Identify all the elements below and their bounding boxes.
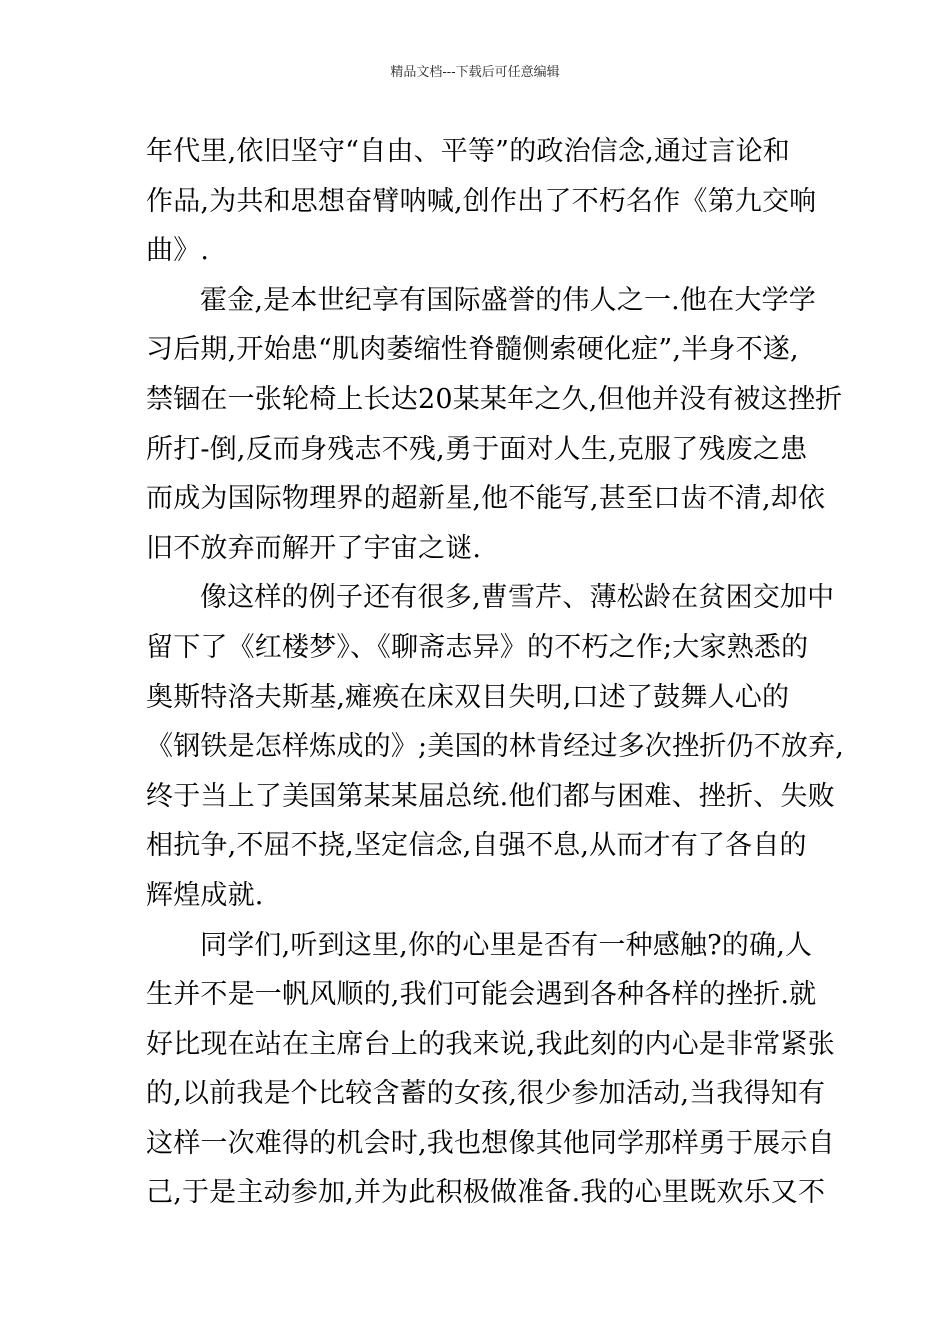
text-line: 旧不放弃而解开了宇宙之谜. [146,532,482,564]
text-line: 己,于是主动参加,并为此积极做准备.我的心里既欢乐又不 [146,1177,826,1209]
text-line: 留下了《红楼梦》、《聊斋志异》的不朽之作;大家熟悉的 [146,631,809,663]
paragraph-start-line: 霍金,是本世纪享有国际盛誉的伟人之一.他在大学学 [200,284,816,316]
text-line: 所打-倒,反而身残志不残,勇于面对人生,克服了残废之患 [146,433,808,465]
text-line: 作品,为共和思想奋臂呐喊,创作出了不朽名作《第九交响 [146,185,817,217]
text-line: 而成为国际物理界的超新星,他不能写,甚至口齿不清,却依 [146,483,826,515]
paragraph-start-line: 像这样的例子还有很多,曹雪芹、薄松龄在贫困交加中 [200,582,835,614]
paragraph-start-line: 同学们,听到这里,你的心里是否有一种感触?的确,人 [200,929,813,961]
text-line: 奥斯特洛夫斯基,瘫痪在床双目失明,口述了鼓舞人心的 [146,681,790,713]
text-line: 年代里,依旧坚守“自由、平等”的政治信念,通过言论和 [146,136,790,167]
text-line: 终于当上了美国第某某届总统.他们都与困难、挫折、失败 [146,780,835,812]
body-text [146,127,845,1218]
text-line: 这样一次难得的机会时,我也想像其他同学那样勇于展示自 [146,1127,835,1159]
text-line: 相抗争,不屈不挠,坚定信念,自强不息,从而才有了各自的 [146,830,807,862]
text-line: 的,以前我是个比较含蓄的女孩,很少参加活动,当我得知有 [146,1078,826,1110]
text-line: 曲》. [146,235,210,267]
text-line: 好比现在站在主席台上的我来说,我此刻的内心是非常紧张 [146,1028,835,1060]
text-line: 辉煌成就. [146,879,264,911]
text-line: 禁锢在一张轮椅上长达20某某年之久,但他并没有被这挫折 [146,383,843,415]
text-line: 《钢铁是怎样炼成的》;美国的林肯经过多次挫折仍不放弃, [146,731,845,763]
page-header: 精品文档---下载后可任意编辑 [390,65,560,80]
text-line: 习后期,开始患“肌肉萎缩性脊髓侧索硬化症”,半身不遂, [146,334,799,366]
text-line: 生并不是一帆风顺的,我们可能会遇到各种各样的挫折.就 [146,979,817,1011]
